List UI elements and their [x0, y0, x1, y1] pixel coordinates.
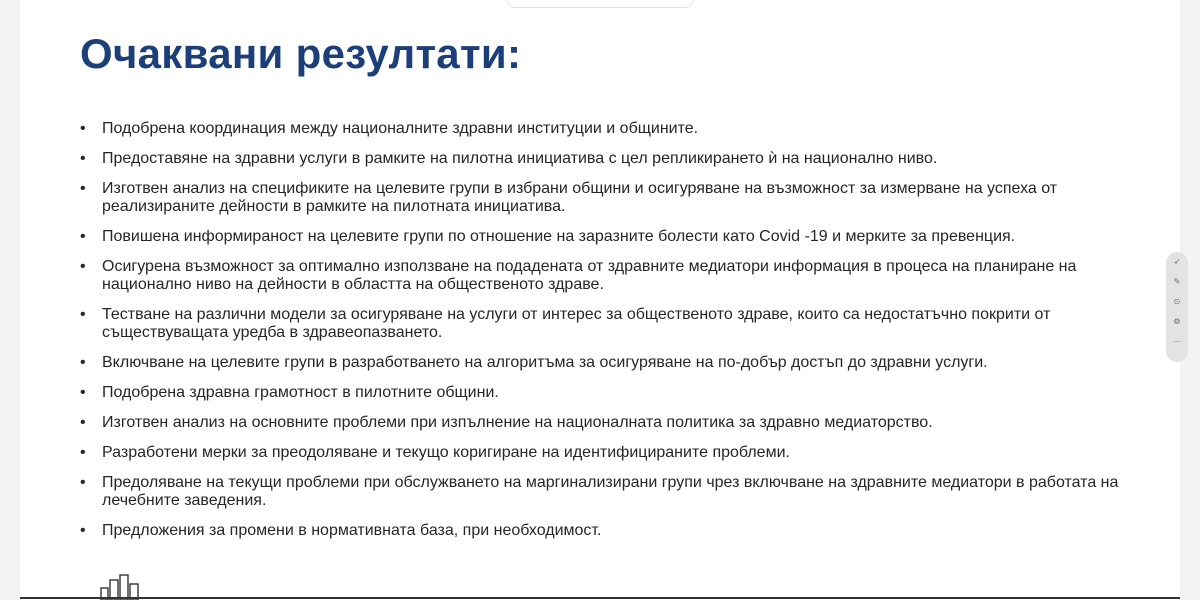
slide	[20, 0, 1180, 600]
bullet-icon: •	[80, 444, 86, 461]
more-icon[interactable]: ⋯	[1173, 337, 1181, 346]
bullet-icon: •	[80, 228, 86, 245]
bullet-icon: •	[80, 522, 86, 539]
list-item	[80, 228, 1140, 246]
list-item-text: Подобрена здравна грамотност в пилотните общини.	[102, 384, 499, 401]
list-item	[80, 150, 1140, 168]
list-item	[80, 354, 1140, 372]
bullet-icon: •	[80, 306, 86, 323]
bullet-icon: •	[80, 474, 86, 491]
list-item-text: Предоляване на текущи проблеми при обслужването на маргинализирани групи чрез включване на здравните медиатори в работата на лечебните заведения.	[102, 474, 1119, 509]
presentation-side-toolbar	[1166, 252, 1188, 362]
list-item-text: Подобрена координация между националните здравни институции и общините.	[102, 120, 699, 137]
bullet-icon: •	[80, 258, 86, 275]
list-item	[80, 474, 1140, 510]
footer-divider	[20, 597, 1180, 599]
list-item-text: Включване на целевите групи в разработването на алгоритъма за осигуряване на по-добър достъп до здравни услуги.	[102, 354, 988, 371]
bullet-icon: •	[80, 150, 86, 167]
list-item-text: Изготвен анализ на спецификите на целевите групи в избрани общини и осигуряване на възможност за измерване на успеха от реализираните дейности в рамките на пилотната инициатива.	[102, 180, 1058, 215]
list-item-text: Осигурена възможност за оптимално използване на подадената от здравните медиатори информация в процеса на планиране на национално ниво на дейности в областта на общественото здраве.	[102, 258, 1077, 293]
pen-icon[interactable]: ✎	[1173, 277, 1181, 286]
list-item	[80, 384, 1140, 402]
list-item-text: Повишена информираност на целевите групи по отношение на заразните болести като Covid -19 и мерките за превенция.	[102, 228, 1016, 245]
list-item	[80, 414, 1140, 432]
list-item	[80, 306, 1140, 342]
bullet-icon: •	[80, 414, 86, 431]
results-list	[80, 120, 1140, 552]
bullet-icon: •	[80, 384, 86, 401]
zoom-icon[interactable]: ⊙	[1173, 297, 1181, 306]
list-item-text: Разработени мерки за преодоляване и текущо коригиране на идентифицираните проблеми.	[102, 444, 790, 461]
list-item-text: Предоставяне на здравни услуги в рамките на пилотна инициатива с цел репликирането ѝ на национално ниво.	[102, 150, 938, 167]
pointer-icon[interactable]: ➶	[1173, 257, 1181, 266]
list-item-text: Тестване на различни модели за осигуряване на услуги от интерес за общественото здраве, които са недостатъчно покрити от съществуващата уредба в здравеопазването.	[102, 306, 1051, 341]
settings-icon[interactable]: ⚙	[1173, 317, 1181, 326]
bullet-icon: •	[80, 120, 86, 137]
list-item	[80, 258, 1140, 294]
bullet-icon: •	[80, 180, 86, 197]
list-item	[80, 522, 1140, 540]
list-item	[80, 120, 1140, 138]
page-title: Очаквани резултати:	[80, 30, 522, 77]
list-item	[80, 180, 1140, 216]
list-item-text: Предложения за промени в нормативната база, при необходимост.	[102, 522, 602, 539]
list-item-text: Изготвен анализ на основните проблеми при изпълнение на националната политика за здравно медиаторство.	[102, 414, 933, 431]
bullet-icon: •	[80, 354, 86, 371]
top-control-pill[interactable]	[506, 0, 694, 8]
list-item	[80, 444, 1140, 462]
